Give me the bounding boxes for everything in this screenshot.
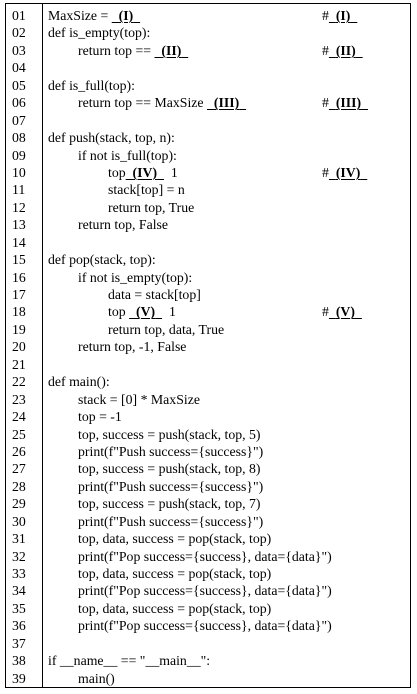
line-number: 38 [12,653,26,669]
code-text [108,164,178,181]
line-number: 39 [12,670,26,686]
code-line [6,321,410,338]
code-segment: if not is_empty(top): [78,269,193,285]
blank-label: (I) [118,8,134,23]
code-line [6,391,410,408]
code-segment: print(f"Pop success={success}, data={data}") [78,548,332,564]
code-segment: def main(): [48,374,110,390]
code-text [78,147,177,164]
code-segment: 1 [163,164,178,180]
line-number: 19 [12,321,26,337]
code-segment: top, data, success = pop(stack, top) [78,531,272,547]
code-text [78,391,200,408]
blank-pad [329,304,336,319]
code-line [6,513,410,530]
code-listing-frame [5,3,411,688]
blank-pad [181,43,188,58]
code-segment: 1 [162,304,176,320]
blank-label: (II) [335,42,356,58]
code-segment: top = -1 [78,409,122,425]
code-segment: print(f"Push success={success}") [78,478,264,494]
comment-hash: # [322,95,329,111]
line-number: 08 [12,130,26,146]
line-number: 37 [12,635,26,651]
code-text [48,129,175,146]
line-number: 22 [12,374,26,390]
line-number: 25 [12,426,26,442]
line-number: 04 [12,60,26,76]
code-line [6,582,410,599]
comment-hash: # [322,8,329,23]
line-number: 20 [12,339,26,355]
line-number: 07 [12,112,26,128]
blank-pad [133,8,140,23]
code-line [6,478,410,495]
blank-label: (V) [335,304,355,320]
line-number: 21 [12,356,26,372]
code-segment: top [108,164,126,180]
line-number: 35 [12,600,26,616]
code-line [6,269,410,286]
line-number: 32 [12,548,26,564]
line-number: 12 [12,199,26,215]
blank-label: (V) [136,304,156,320]
code-line [6,181,410,198]
code-segment: print(f"Pop success={success}, data={data}") [78,583,332,599]
blank-pad [329,43,336,58]
code-text [48,77,135,94]
answer-blank [329,303,362,320]
answer-blank [329,164,367,181]
code-text [78,216,168,233]
blank-pad [329,95,336,110]
code-line [6,356,410,373]
code-line [6,565,410,582]
comment-marker [322,42,363,59]
code-text [78,600,271,617]
line-number: 06 [12,95,26,111]
blank-pad [356,43,363,58]
code-text [78,582,332,599]
code-text [78,460,261,477]
code-text [78,443,263,460]
blank-pad [361,95,368,110]
code-text [78,94,246,111]
code-line [6,129,410,146]
code-line [6,112,410,129]
blank-pad [329,8,336,23]
code-segment: def is_empty(top): [48,25,151,41]
code-text [78,565,271,582]
answer-blank [207,94,246,111]
code-line [6,617,410,634]
line-number: 14 [12,234,26,250]
line-number: 28 [12,478,26,494]
code-line [6,373,410,390]
blank-label: (III) [335,95,362,111]
code-line [6,635,410,652]
code-line [6,548,410,565]
code-text [78,338,186,355]
line-number: 26 [12,443,26,459]
code-segment: if not is_full(top): [78,147,177,163]
code-line [6,94,410,111]
code-line [6,42,410,59]
code-segment: stack = [0] * MaxSize [78,391,200,407]
line-number: 30 [12,513,26,529]
code-line [6,443,410,460]
blank-label: (IV) [132,164,158,180]
code-text [108,199,194,216]
line-number: 13 [12,217,26,233]
code-segment: def is_full(top): [48,77,135,93]
answer-blank [329,94,368,111]
code-segment: top, data, success = pop(stack, top) [78,600,272,616]
code-line [6,286,410,303]
code-text [108,181,185,198]
line-number: 27 [12,461,26,477]
answer-blank [129,303,162,320]
code-segment: return top == MaxSize [78,95,207,111]
code-text [78,478,263,495]
code-text [78,530,271,547]
code-segment: return top, -1, False [78,339,187,355]
code-text [48,7,140,24]
code-segment: return top, False [78,217,169,233]
code-text [78,408,122,425]
answer-blank [126,164,164,181]
blank-label: (II) [161,42,182,58]
line-number: 34 [12,583,26,599]
line-number: 29 [12,496,26,512]
line-number: 36 [12,618,26,634]
code-line [6,164,410,181]
blank-pad [350,8,357,23]
answer-blank [329,42,363,59]
line-number: 33 [12,566,26,581]
code-segment: top, success = push(stack, top, 7) [78,496,261,512]
code-segment: data = stack[top] [108,287,201,302]
code-segment: stack[top] = n [108,182,185,198]
blank-pad [355,304,362,319]
blank-pad [360,165,367,180]
code-line [6,600,410,617]
code-text [78,42,188,59]
line-number: 09 [12,147,26,163]
code-text [78,617,332,634]
code-text [78,269,192,286]
code-segment: print(f"Push success={success}") [78,443,264,459]
answer-blank [329,7,357,24]
code-line [6,24,410,41]
code-text [78,426,261,443]
blank-pad [207,95,214,110]
code-segment: return top, data, True [108,321,225,337]
blank-pad [239,95,246,110]
code-segment: def pop(stack, top): [48,252,156,268]
code-text [78,548,332,565]
blank-pad [112,8,119,23]
code-segment: MaxSize = [48,8,112,23]
comment-marker [322,303,362,320]
line-number: 16 [12,269,26,285]
comment-hash: # [322,304,329,320]
code-segment: top [108,304,130,320]
code-text [78,670,115,687]
line-number: 24 [12,409,26,425]
code-line [6,59,410,76]
code-text [108,286,201,303]
line-number: 05 [12,77,26,93]
code-segment: def push(stack, top, n): [48,130,175,146]
comment-marker [322,7,357,24]
code-segment: main() [78,670,115,686]
code-line [6,530,410,547]
code-text [108,321,224,338]
comment-marker [322,164,367,181]
code-lines [6,7,410,687]
code-text [48,24,150,41]
line-number: 18 [12,304,26,320]
blank-label: (III) [213,95,240,111]
comment-marker [322,94,368,111]
answer-blank [154,42,188,59]
code-line [6,303,410,320]
code-line [6,251,410,268]
code-text [78,513,263,530]
code-text [78,495,261,512]
code-line [6,460,410,477]
code-text [48,251,156,268]
code-segment: print(f"Pop success={success}, data={data}") [78,618,332,634]
comment-hash: # [322,42,329,58]
code-line [6,234,410,251]
blank-label: (IV) [335,164,361,180]
blank-pad [129,304,136,319]
blank-pad [157,165,164,180]
code-line [6,408,410,425]
line-number: 15 [12,252,26,268]
blank-label: (I) [335,8,351,23]
blank-pad [329,165,336,180]
code-text [108,303,176,320]
code-segment: if __name__ == "__main__": [48,653,211,669]
line-number: 10 [12,164,26,180]
line-number: 17 [12,287,26,302]
code-line [6,216,410,233]
line-number: 23 [12,391,26,407]
line-number: 03 [12,42,26,58]
code-line [6,77,410,94]
line-number: 01 [12,8,26,23]
code-line [6,670,410,687]
line-number: 11 [12,182,26,198]
code-line [6,199,410,216]
code-segment: top, success = push(stack, top, 8) [78,461,261,477]
code-line [6,652,410,669]
line-number: 02 [12,25,26,41]
code-segment: return top == [78,42,155,58]
code-line [6,147,410,164]
code-segment: top, success = push(stack, top, 5) [78,426,261,442]
line-number: 31 [12,531,26,547]
code-line [6,338,410,355]
answer-blank [112,7,140,24]
code-text [48,373,110,390]
code-segment: return top, True [108,199,195,215]
comment-hash: # [322,164,329,180]
blank-pad [126,165,133,180]
code-line [6,426,410,443]
code-segment: print(f"Push success={success}") [78,513,264,529]
code-line [6,495,410,512]
code-line [6,7,410,24]
code-text [48,652,210,669]
code-segment: top, data, success = pop(stack, top) [78,566,272,581]
